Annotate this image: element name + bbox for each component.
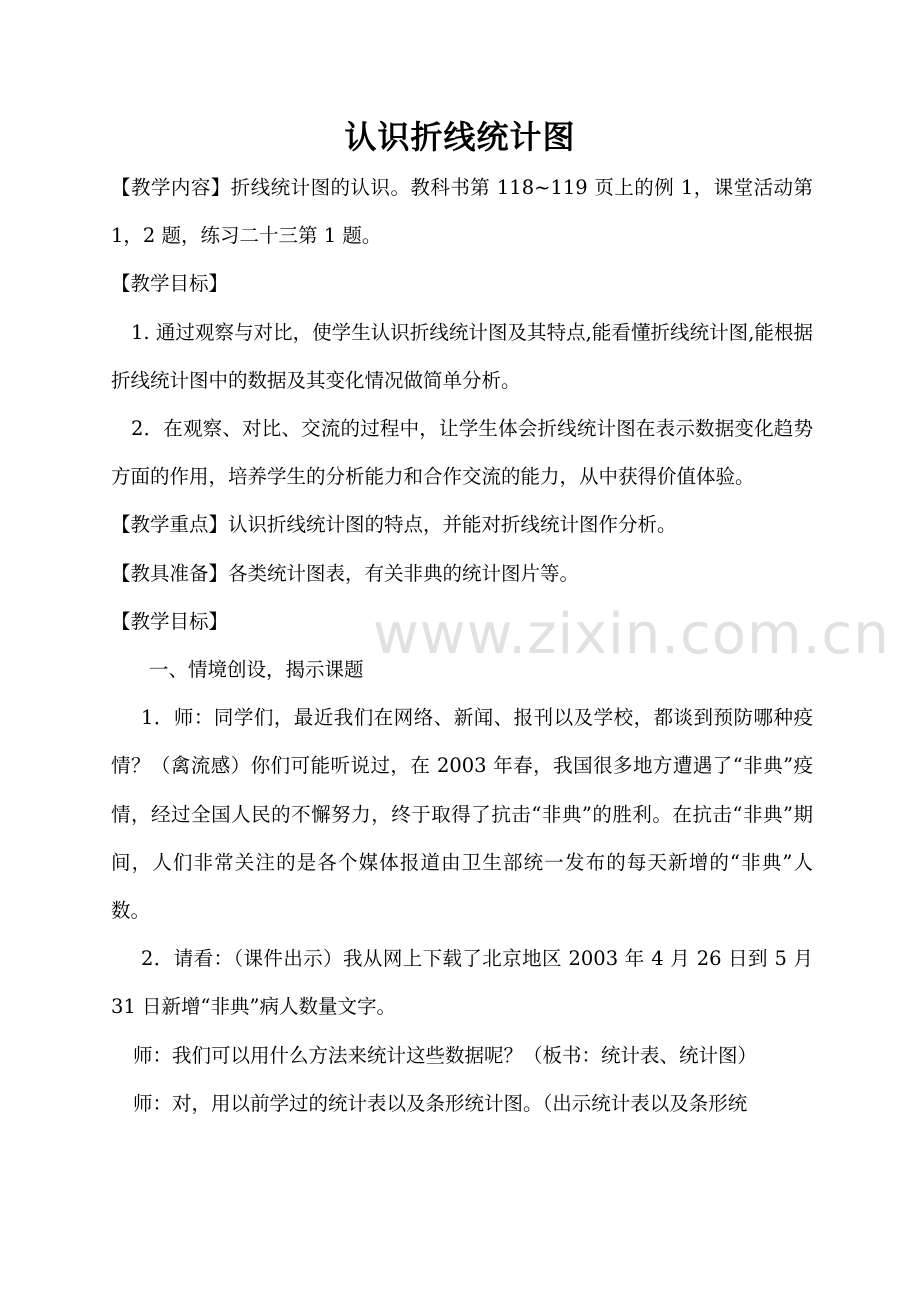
- watermark: www.zixin.com.cn: [373, 602, 890, 667]
- paragraph-step-1: 1．师：同学们，最近我们在网络、新闻、报刊以及学校，都谈到预防哪种疫情？（禽流感）你们可能听说过，在 2003 年春，我国很多地方遭遇了“非典”疫情，经过全国人民的不懈努力，终于取得了抗击“非典”的胜利。在抗击“非典”期间，人们非常关注的是各个媒体报道由卫生部统一发布的每天新增的“非典”人数。: [111, 706, 813, 923]
- paragraph-teaching-focus: 【教学重点】认识折线统计图的特点，并能对折线统计图作分析。: [111, 513, 677, 537]
- paragraph-teacher-answer: 师：对，用以前学过的统计表以及条形统计图。（出示统计表以及条形统: [133, 1091, 748, 1115]
- paragraph-teaching-aids: 【教具准备】各类统计图表，有关非典的统计图片等。: [111, 561, 580, 585]
- paragraph-goal-1: 1. 通过观察与对比，使学生认识折线统计图及其特点,能看懂折线统计图,能根据折线统计图中的数据及其变化情况做简单分析。: [111, 320, 813, 392]
- paragraph-teacher-question: 师：我们可以用什么方法来统计这些数据呢？（板书：统计表、统计图）: [133, 1043, 758, 1067]
- paragraph-teaching-goals-heading-2: 【教学目标】: [111, 609, 229, 633]
- paragraph-step-2: 2．请看：（课件出示）我从网上下载了北京地区 2003 年 4 月 26 日到 5 月 31 日新增“非典”病人数量文字。: [111, 947, 813, 1019]
- paragraph-section-1-heading: 一、情境创设，揭示课题: [149, 658, 364, 682]
- paragraph-goal-2: 2．在观察、对比、交流的过程中，让学生体会折线统计图在表示数据变化趋势方面的作用，培养学生的分析能力和合作交流的能力，从中获得价值体验。: [111, 417, 813, 489]
- paragraph-teaching-content: 【教学内容】折线统计图的认识。教科书第 118~119 页上的例 1，课堂活动第 1，2 题，练习二十三第 1 题。: [111, 176, 813, 248]
- paragraph-teaching-goals-heading: 【教学目标】: [111, 272, 229, 296]
- page-title: 认识折线统计图: [344, 118, 576, 156]
